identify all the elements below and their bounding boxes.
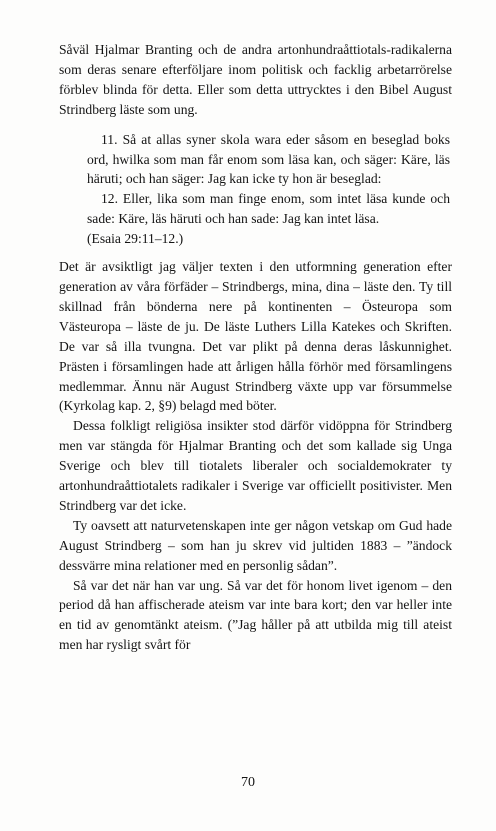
quote-reference: (Esaia 29:11–12.) xyxy=(87,231,184,247)
body-text xyxy=(59,40,452,655)
paragraph-text-choice: Det är avsiktligt jag väljer texten i den utformning generation efter generation av våra förfäder – Strindbergs, mina, dina – läste den. Ty till skillnad från bönderna nere på kontinenten – Östeuropa som Västeuropa – läste de ju. De läste Luthers Lilla Katekes och Skriften. De var så illa tvungna. Det var plikt på denna deras låskunnighet. Prästen i församlingen hade att årligen hålla förhör med församlingens medlemmar. Ännu när August Strindberg växte upp var försummelse (Kyrkolag kap. 2, §9) belagd med böter. xyxy=(59,259,452,414)
quote-verse-12: 12. Eller, lika som man finge enom, som intet läsa kunde och sade: Käre, läs häruti och han sade: Jag kan intet läsa. xyxy=(87,191,450,227)
paragraph-youth: Så var det när han var ung. Så var det för honom livet igenom – den period då han affischerade ateism var inte bara kort; den var heller inte en tid av genomtänkt ateism. (”Jag håller på att utbilda mig till ateist men har rysligt svårt för xyxy=(59,577,452,653)
bible-quote xyxy=(87,130,450,249)
paragraph-religious-insights: Dessa folkligt religiösa insikter stod därför vidöppna för Strindberg men var stängda för Hjalmar Branting och det som kallade sig Unga Sverige och blev till tiotalets liberaler och socialdemokrater ty artonhundraåttiotalets radikaler i Sverige var officiellt positivister. Men Strindberg var det icke. xyxy=(59,418,452,513)
paragraph-natural-science: Ty oavsett att naturvetenskapen inte ger någon vetskap om Gud hade August Strindberg – som han ju skrev vid jultiden 1883 – ”ändock dessvärre mina relationer med en personlig sådan”. xyxy=(59,517,452,573)
quote-verse-11: 11. Så at allas syner skola wara eder såsom en beseglad boks ord, hwilka som man får enom som läsa kan, och säger: Käre, läs häruti; och han säger: Jag kan icke ty hon är beseglad: xyxy=(87,131,450,187)
paragraph-intro: Såväl Hjalmar Branting och de andra artonhundraåttiotals-radikalerna som deras senare efterföljare inom politisk och facklig arbetarrörelse förblev blinda för detta. Eller som detta uttrycktes i den Bibel August Strindberg läste som ung. xyxy=(59,42,452,117)
page-number: 70 xyxy=(241,775,255,790)
